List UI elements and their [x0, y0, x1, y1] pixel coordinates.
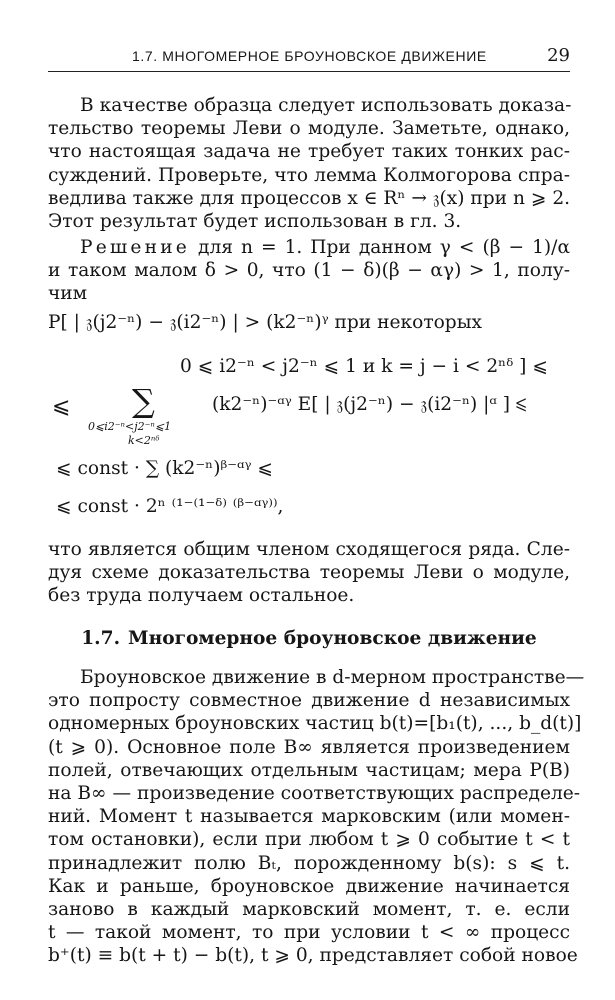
- text-line: заново в каждый марковский момент, т. е. если: [48, 899, 570, 921]
- text-line: [48, 236, 570, 259]
- paragraph-section-body: [48, 666, 585, 968]
- page-header: [48, 44, 570, 72]
- text-line: без труда получаем остальное.: [48, 585, 355, 607]
- text-line: принадлежит полю Bₜ, порожденному b(s): s ⩽ t.: [48, 852, 570, 874]
- text-line: одномерных броуновских частиц b(t)=[b₁(t), ..., b_d(t)]: [48, 713, 582, 735]
- text-line: суждений. Проверьте, что лемма Колмогорова спра-: [48, 164, 570, 186]
- text-line: Этот результат будет использован в гл. 3.: [48, 211, 462, 233]
- text-line: полей, отвечающих отдельным частицам; мера P(B): [48, 759, 570, 781]
- text-line: что является общим членом сходящегося ряда. Сле-: [48, 539, 570, 560]
- solution-lead: Решение: [80, 237, 190, 258]
- text-line: b⁺(t) ≡ b(t + t) − b(t), t ⩾ 0, представляет собой новое: [48, 945, 578, 967]
- formula-row-5: ⩽ const · 2ⁿ ⁽¹⁻⁽¹⁻ᵟ⁾ ⁽ᵝ⁻ᵅᵞ⁾⁾,: [56, 496, 284, 517]
- text-line: и таком малом δ > 0, что (1 − δ)(β − αγ) > 1, полу-: [48, 260, 570, 282]
- running-title: 1.7. МНОГОМЕРНОЕ БРОУНОВСКОЕ ДВИЖЕНИЕ: [132, 48, 487, 64]
- text-line: Как и раньше, броуновское движение начинается: [48, 875, 570, 897]
- formula-row-2: 0 ⩽ i2⁻ⁿ < j2⁻ⁿ ⩽ 1 и k = j − i < 2ⁿᵟ ] ⩽: [180, 356, 548, 377]
- sum-lower-limit-2: k<2ⁿᵟ: [128, 434, 160, 447]
- sum-lower-limit: 0⩽i2⁻ⁿ<j2⁻ⁿ⩽1: [88, 420, 172, 433]
- text-line: тельство теоремы Леви о модуле. Заметьте, однако,: [48, 118, 570, 140]
- section-title: Многомерное броуновское движение: [128, 628, 537, 649]
- text-line: том остановки), если при любом t ⩾ 0 событие t < t: [48, 829, 570, 851]
- paragraph-hint: [48, 94, 570, 233]
- text-line: (t ⩾ 0). Основное поле B∞ является произведением: [48, 736, 570, 758]
- solution-line1-rest: для n = 1. При данном γ < (β − 1)/α: [198, 237, 570, 258]
- paragraph-conclusion: [48, 538, 570, 608]
- text-line: В качестве образца следует использовать доказа-: [80, 95, 572, 116]
- page-number: 29: [547, 45, 570, 66]
- formula-row-4: ⩽ const · ∑ (k2⁻ⁿ)ᵝ⁻ᵅᵞ ⩽: [56, 458, 273, 479]
- formula-row-3-leq: ⩽: [52, 394, 71, 419]
- text-line: что настоящая задача не требует таких тонких рас-: [48, 141, 570, 163]
- text-line: t — такой момент, то при условии t < ∞ процесс: [48, 922, 570, 944]
- formula-row-3-body: (k2⁻ⁿ)⁻ᵅᵞ E[ | 𝔷(j2⁻ⁿ) − 𝔷(i2⁻ⁿ) |ᵅ ] ⩽: [212, 394, 527, 415]
- text-line: ведлива также для процессов x ∈ Rⁿ → 𝔷(x) при n ⩾ 2.: [48, 187, 571, 209]
- text-line: ний. Момент t называется марковским (или момен-: [48, 806, 570, 828]
- text-line: Броуновское движение в d-мерном пространстве—: [80, 667, 585, 688]
- formula-row-1: P[ | 𝔷(j2⁻ⁿ) − 𝔷(i2⁻ⁿ) | > (k2⁻ⁿ)ᵞ при некоторых: [48, 312, 482, 333]
- text-line: чим: [48, 283, 88, 305]
- section-number: 1.7.: [81, 628, 121, 649]
- text-line: на B∞ — произведение соответствующих распределе-: [48, 783, 581, 805]
- paragraph-solution: [48, 236, 570, 306]
- header-rule: [48, 71, 570, 72]
- text-line: это попросту совместное движение d независимых: [48, 690, 570, 712]
- text-line: дуя схеме доказательства теоремы Леви о модуле,: [48, 562, 570, 584]
- section-heading: [48, 628, 570, 649]
- sum-symbol: ∑: [132, 382, 155, 420]
